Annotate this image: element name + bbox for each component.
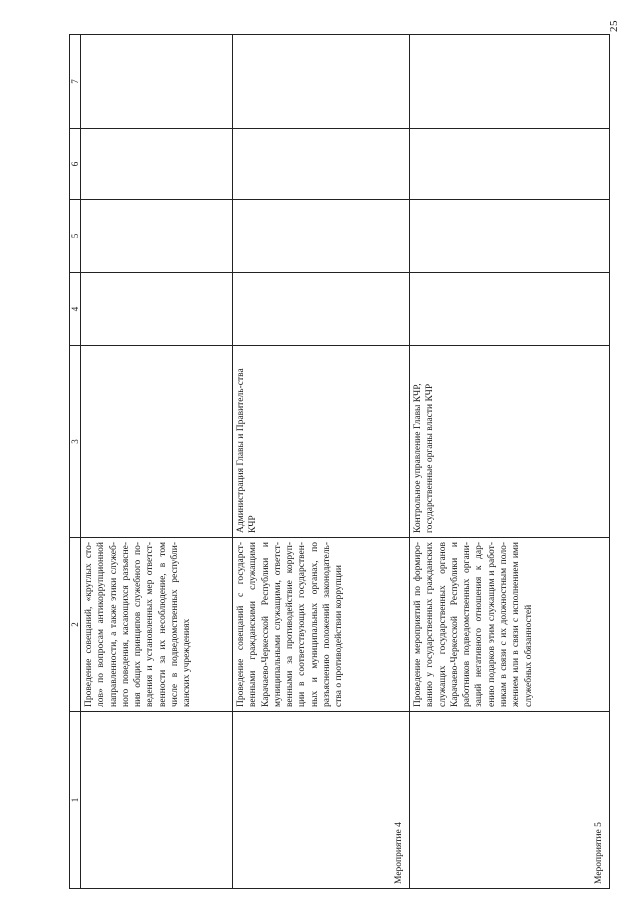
empty-cell xyxy=(410,35,610,129)
header-col-1: 1 xyxy=(70,712,81,889)
empty-cell xyxy=(410,129,610,200)
measure-description: Проведение мероприятий по формиро-ванию у государственных гражданских служащих государственных органов Карачаево-Черкесской Республики и работников подведомственных органи-заций негативного отношения к дар-ению подарков этим служащим и работ-никам в связи с их должностным поло-жением или в связи с исполнением ими служебных обязанностей xyxy=(410,538,610,712)
empty-cell xyxy=(410,273,610,346)
table-row xyxy=(410,35,610,889)
measure-executor: Администрация Главы и Правитель-ства КЧР xyxy=(233,346,410,538)
header-col-6: 6 xyxy=(70,129,81,200)
page-number: 25 xyxy=(608,20,620,32)
header-col-3: 3 xyxy=(70,346,81,538)
measures-table xyxy=(69,34,610,889)
measure-label xyxy=(81,712,233,889)
rotated-table-container xyxy=(69,34,602,889)
header-row xyxy=(70,35,81,889)
empty-cell xyxy=(233,129,410,200)
empty-cell xyxy=(81,200,233,273)
table-row xyxy=(233,35,410,889)
header-col-5: 5 xyxy=(70,200,81,273)
empty-cell xyxy=(233,200,410,273)
measure-executor: Контрольное управление Главы КЧР, государственные органы власти КЧР xyxy=(410,346,610,538)
empty-cell xyxy=(81,273,233,346)
empty-cell xyxy=(410,200,610,273)
measure-description: Проведение совещаний, «круглых сто-лов» по вопросам антикоррупционной направленности, а также этики служеб-ного поведения, касающихся разъясне-ния общих принципов служебного по-ведения и установленных мер ответст-венности за их несоблюдение, в том числе в подведомственных республи-канских учреждениях xyxy=(81,538,233,712)
header-col-2: 2 xyxy=(70,538,81,712)
header-col-4: 4 xyxy=(70,273,81,346)
empty-cell xyxy=(233,273,410,346)
empty-cell xyxy=(233,35,410,129)
table-row xyxy=(81,35,233,889)
measure-label: Мероприятие 5 xyxy=(410,712,610,889)
measure-description: Проведение совещаний с государст-венными гражданскими служащими Карачаево-Черкесской Республики и муниципальными служащими, ответст-венными за противодействие корруп-ции в соответствующих государствен-ных и муниципальных органах, по разъяснению положений законодатель-ства о противодействии коррупции xyxy=(233,538,410,712)
empty-cell xyxy=(81,35,233,129)
header-col-7: 7 xyxy=(70,35,81,129)
measure-label: Мероприятие 4 xyxy=(233,712,410,889)
measure-executor xyxy=(81,346,233,538)
empty-cell xyxy=(81,129,233,200)
